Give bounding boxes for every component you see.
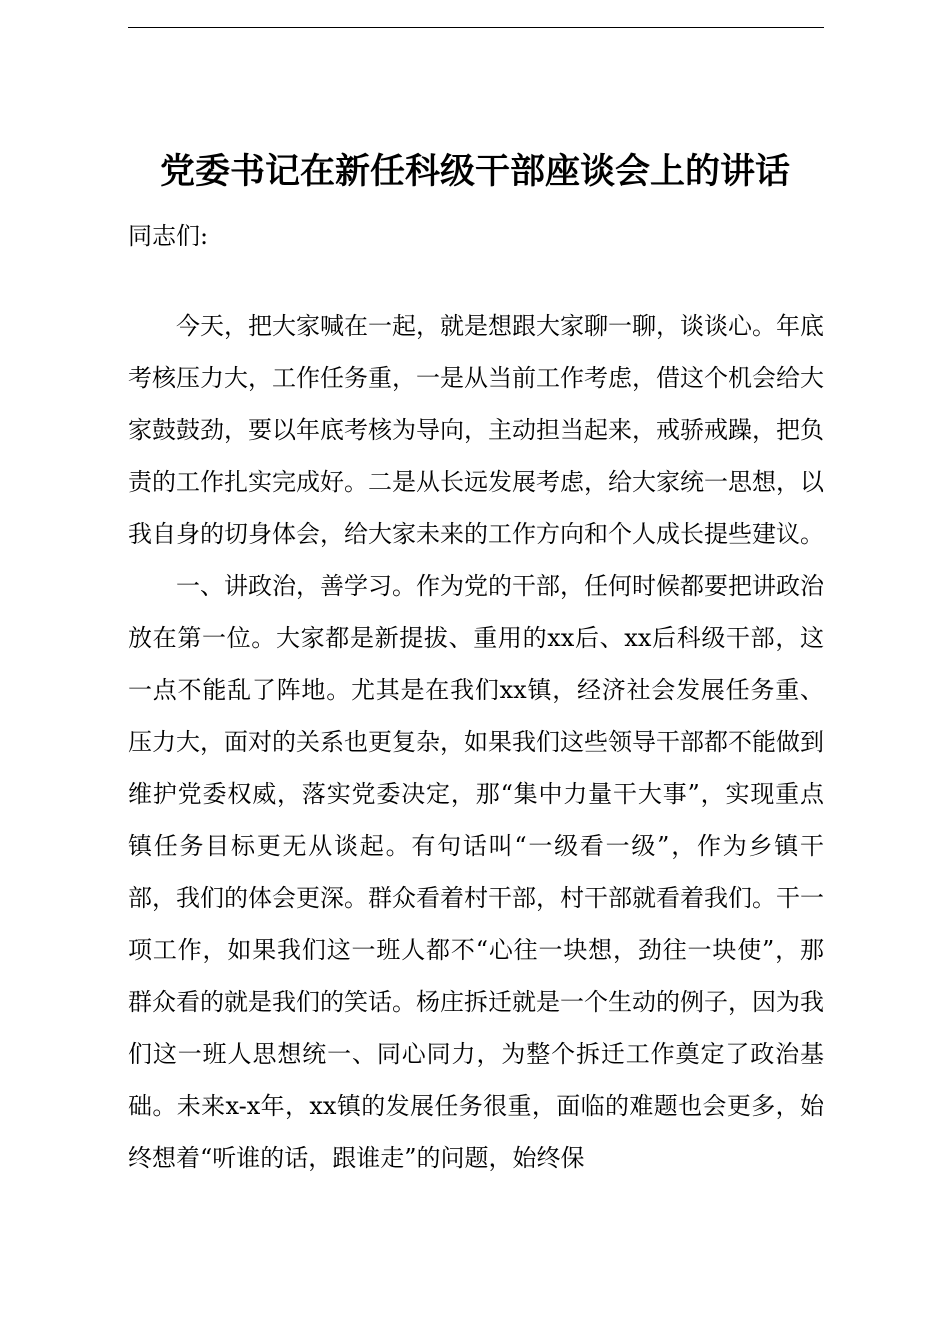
header-rule (128, 27, 824, 28)
paragraph-intro: 今天，把大家喊在一起，就是想跟大家聊一聊，谈谈心。年底考核压力大，工作任务重，一是从当前工作考虑，借这个机会给大家鼓鼓劲，要以年底考核为导向，主动担当起来，戒骄戒躁，把负责的工作扎实完成好。二是从长远发展考虑，给大家统一思想，以我自身的切身体会，给大家未来的工作方向和个人成长提些建议。 (128, 312, 824, 548)
paragraph-section-one: 一、讲政治，善学习。作为党的干部，任何时候都要把讲政治放在第一位。大家都是新提拔、重用的xx后、xx后科级干部，这一点不能乱了阵地。尤其是在我们xx镇，经济社会发展任务重、压力大，面对的关系也更复杂，如果我们这些领导干部都不能做到维护党委权威，落实党委决定，那“集中力量干大事”，实现重点镇任务目标更无从谈起。有句话叫“一级看一级”，作为乡镇干部，我们的体会更深。群众看着村干部，村干部就看着我们。干一项工作，如果我们这一班人都不“心往一块想，劲往一块使”，那群众看的就是我们的笑话。杨庄拆迁就是一个生动的例子，因为我们这一班人思想统一、同心同力，为整个拆迁工作奠定了政治基础。未来x-x年，xx镇的发展任务很重，面临的难题也会更多，始终想着“听谁的话，跟谁走”的问题，始终保 (128, 572, 824, 1172)
document-body (128, 210, 824, 1184)
salutation: 同志们: (128, 222, 209, 250)
document-title: 党委书记在新任科级干部座谈会上的讲话 (159, 152, 790, 192)
